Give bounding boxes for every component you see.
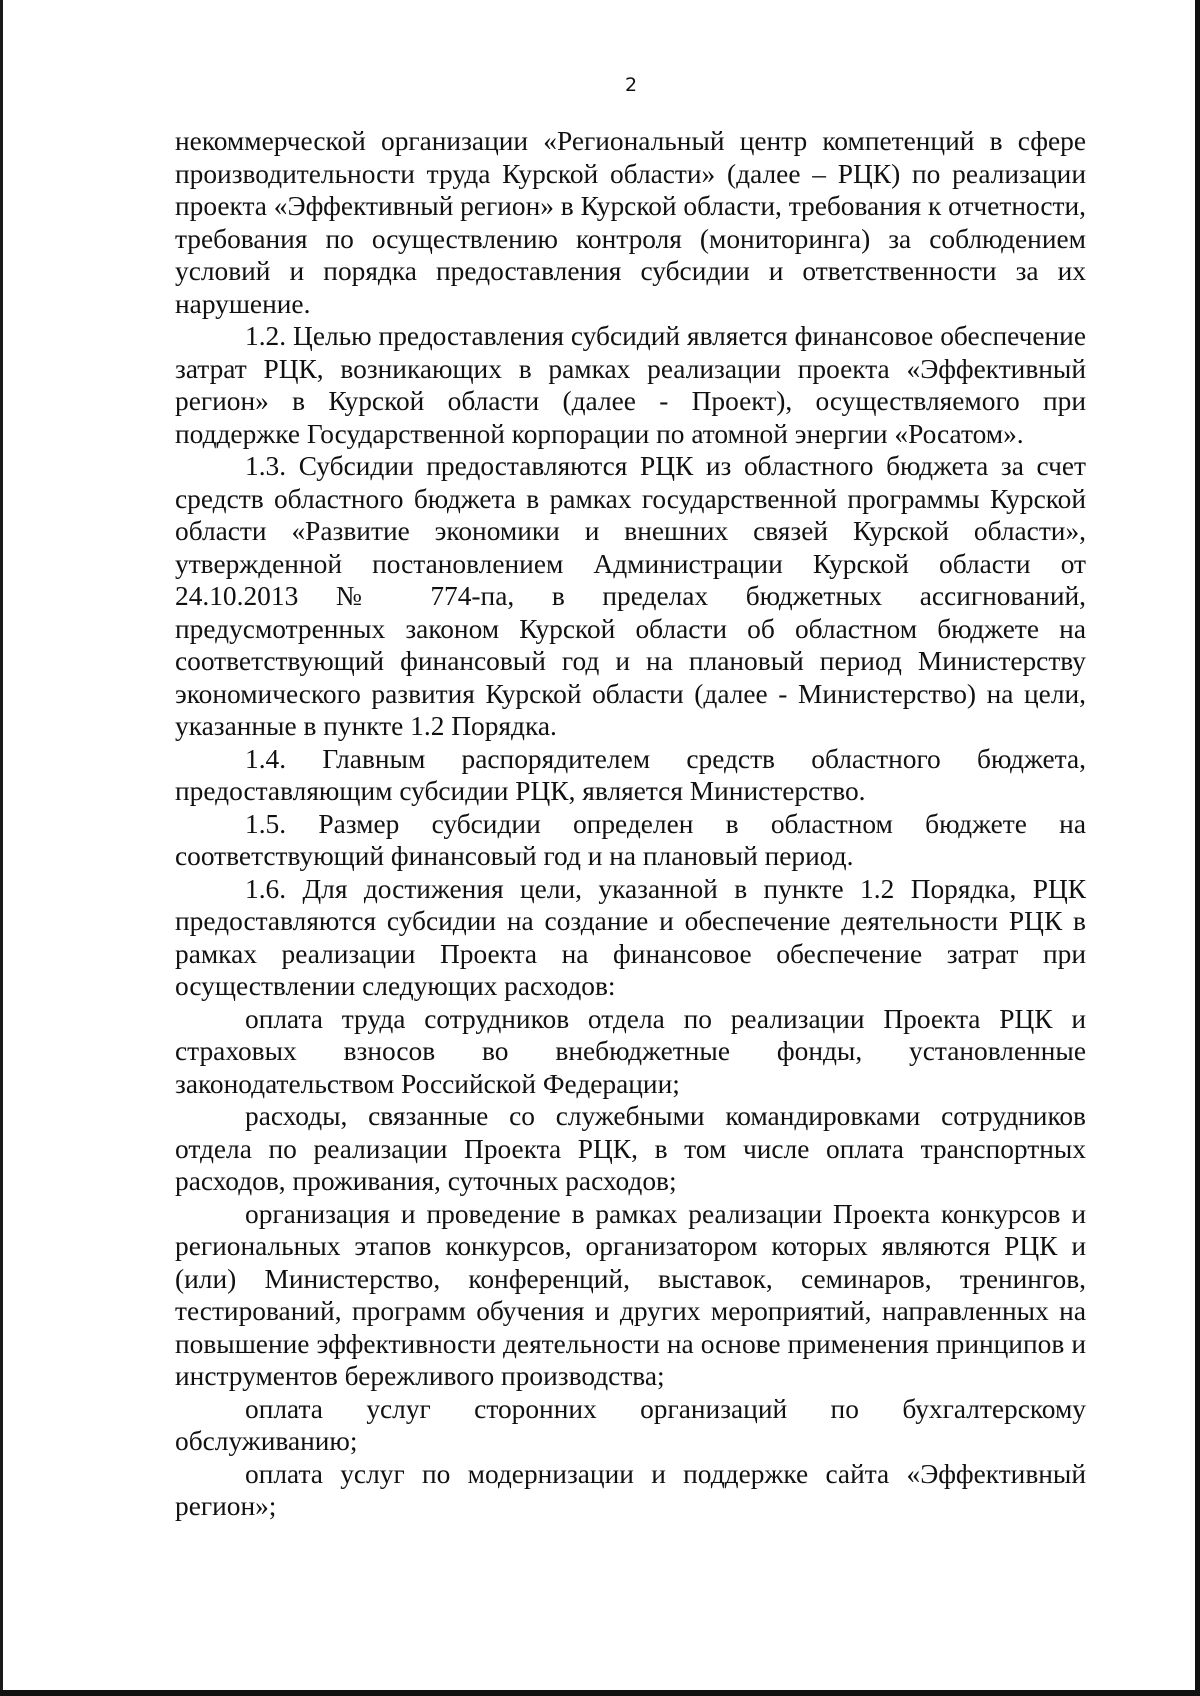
paragraph-1-3: 1.3. Субсидии предоставляются РЦК из областного бюджета за счет средств областного бюджета в рамках государственной программы Курской области «Развитие экономики и внешних связей Курской области», утвержденной постановлением Администрации Курской области от 24.10.2013 № 774-па, в пределах бюджетных ассигнований, предусмотренных законом Курской области об областном бюджете на соответствующий финансовый год и на плановый период Министерству экономического развития Курской области (далее - Министерство) на цели, указанные в пункте 1.2 Порядка. — [175, 451, 1086, 741]
page-number: 2 — [624, 74, 638, 96]
paragraph-1-6: 1.6. Для достижения цели, указанной в пункте 1.2 Порядка, РЦК предоставляются субсидии на создание и обеспечение деятельности РЦК в рамках реализации Проекта на финансовое обеспечение затрат при осуществлении следующих расходов: — [175, 873, 1086, 1001]
expense-item-events: организация и проведение в рамках реализации Проекта конкурсов и региональных этапов конкурсов, организатором которых являются РЦК и (или) Министерство, конференций, выставок, семинаров, тренингов, тестирований, программ обучения и других мероприятий, направленных на повышение эффективности деятельности на основе применения принципов и инструментов бережливого производства; — [175, 1198, 1086, 1391]
scan-edge-right — [1195, 0, 1200, 1696]
paragraph-1-5: 1.5. Размер субсидии определен в областном бюджете на соответствующий финансовый год и на плановый период. — [175, 808, 1086, 871]
paragraph-1-4: 1.4. Главным распорядителем средств областного бюджета, предоставляющим субсидии РЦК, является Министерство. — [175, 743, 1086, 806]
expense-item-salaries: оплата труда сотрудников отдела по реализации Проекта РЦК и страховых взносов во внебюджетные фонды, установленные законодательством Российской Федерации; — [175, 1003, 1086, 1099]
paragraph-1-2: 1.2. Целью предоставления субсидий является финансовое обеспечение затрат РЦК, возникающих в рамках реализации проекта «Эффективный регион» в Курской области (далее - Проект), осуществляемого при поддержке Государственной корпорации по атомной энергии «Росатом». — [175, 321, 1086, 449]
scan-edge-left — [0, 0, 3, 1696]
scan-edge-bottom — [0, 1690, 1200, 1696]
expense-item-accounting: оплата услуг сторонних организаций по бухгалтерскому обслуживанию; — [175, 1393, 1086, 1456]
expense-item-business-trips: расходы, связанные со служебными командировками сотрудников отдела по реализации Проекта РЦК, в том числе оплата транспортных расходов, проживания, суточных расходов; — [175, 1101, 1086, 1196]
expense-item-website: оплата услуг по модернизации и поддержке сайта «Эффективный регион»; — [175, 1458, 1086, 1521]
document-body — [175, 125, 1086, 1523]
paragraph-intro-continuation: некоммерческой организации «Региональный центр компетенций в сфере производительности труда Курской области» (далее – РЦК) по реализации проекта «Эффективный регион» в Курской области, требования к отчетности, требования по осуществлению контроля (мониторинга) за соблюдением условий и порядка предоставления субсидии и ответственности за их нарушение. — [175, 126, 1087, 319]
